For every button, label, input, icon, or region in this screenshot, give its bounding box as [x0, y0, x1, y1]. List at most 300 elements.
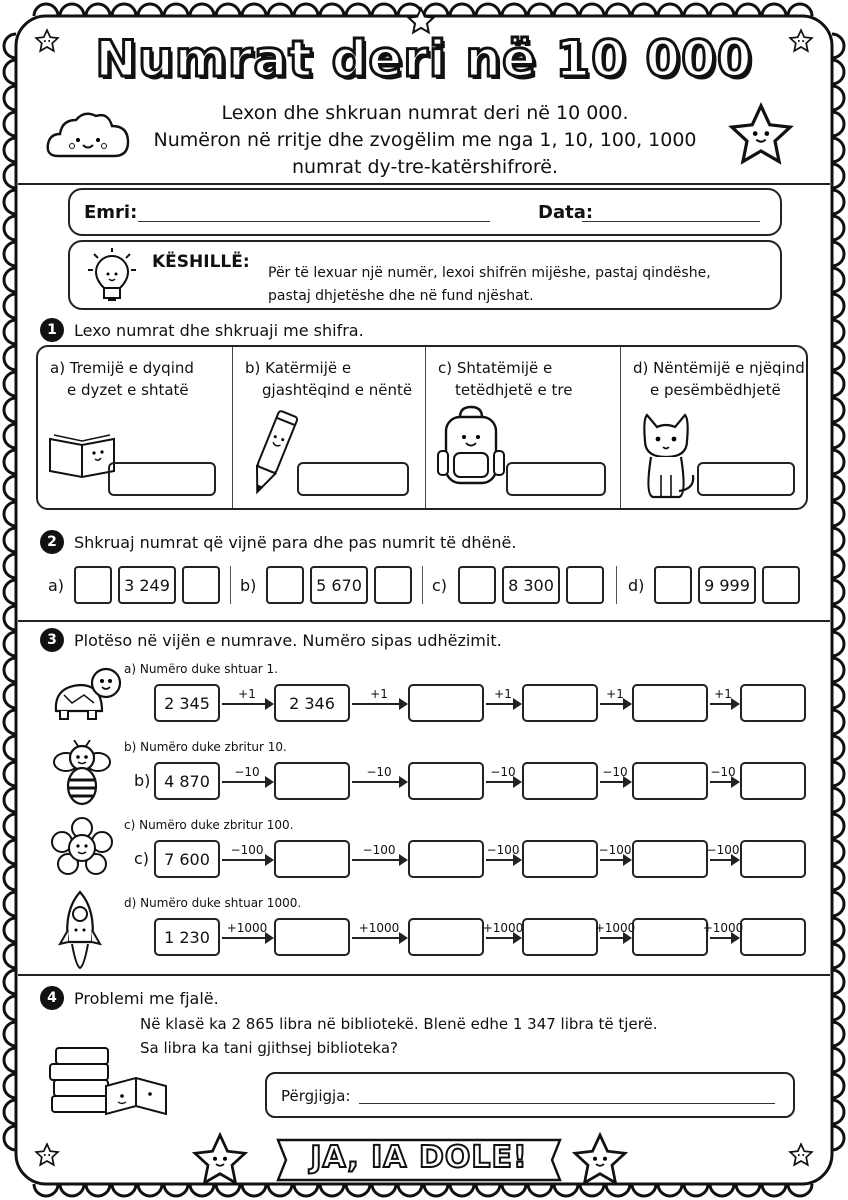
scallop: [4, 762, 16, 786]
arrow-icon: [222, 781, 272, 783]
number-words: [245, 357, 412, 401]
scallop: [4, 1048, 16, 1072]
scallop: [632, 4, 656, 16]
arrow-icon: [222, 937, 272, 939]
step-label: −100: [706, 843, 740, 857]
scallop: [268, 4, 292, 16]
scallop: [190, 4, 214, 16]
step-label: −10: [602, 765, 628, 779]
scallop: [832, 632, 844, 656]
arrow-icon: [710, 937, 738, 939]
scallop: [4, 268, 16, 292]
scallop: [832, 892, 844, 916]
scallop: [4, 112, 16, 136]
objective-line: Numëron në rritje dhe zvogëlim me nga 1, 10, 100, 1000: [153, 129, 697, 151]
scallop: [762, 1184, 786, 1196]
scallop: [832, 216, 844, 240]
smiling-star-icon: [726, 100, 796, 170]
learning-objectives: [120, 100, 730, 181]
scallop: [4, 138, 16, 162]
scallop: [86, 4, 110, 16]
tip-heading: KËSHILLË:: [152, 252, 250, 272]
before-box[interactable]: [266, 566, 304, 604]
scallop: [832, 580, 844, 604]
step-label: +1: [494, 687, 512, 701]
scallop: [4, 1022, 16, 1046]
neighbors-group-b: [240, 565, 412, 605]
scallop: [832, 918, 844, 942]
after-box[interactable]: [762, 566, 800, 604]
page-title: Numrat deri në 10 000: [95, 30, 753, 88]
scallop: [736, 4, 760, 16]
scallop: [268, 1184, 292, 1196]
scallop: [832, 1048, 844, 1072]
objective-line: Lexon dhe shkruan numrat deri në 10 000.: [221, 102, 629, 124]
scallop: [164, 1184, 188, 1196]
scallop: [4, 918, 16, 942]
scallop: [34, 1184, 58, 1196]
scallop: [60, 1184, 84, 1196]
scallop: [632, 1184, 656, 1196]
backpack-icon: [436, 403, 506, 493]
arrow-icon: [710, 859, 738, 861]
scallop: [34, 4, 58, 16]
scallop: [710, 1184, 734, 1196]
scallop: [502, 4, 526, 16]
step-label: −10: [710, 765, 736, 779]
scallop: [684, 4, 708, 16]
divider: [230, 566, 231, 604]
scallop: [832, 840, 844, 864]
scallop: [4, 398, 16, 422]
date-label: Data:: [538, 202, 594, 223]
step-label: +1000: [482, 921, 524, 935]
answer-box[interactable]: [408, 762, 484, 800]
scallop: [658, 1184, 682, 1196]
tip-line: pastaj dhjetëshe dhe në fund njëshat.: [268, 288, 534, 304]
scallop: [372, 4, 396, 16]
scallop: [832, 1022, 844, 1046]
scallop: [832, 710, 844, 734]
word-problem: [140, 1012, 658, 1060]
words-line: b) Katërmijë e: [245, 359, 352, 377]
exercise-cell-b: [233, 347, 426, 508]
answer-box[interactable]: [522, 762, 598, 800]
row-instruction: d) Numëro duke shtuar 1000.: [124, 896, 302, 910]
footer-motto: JA, IA DOLE!: [310, 1140, 528, 1175]
section-instruction: Plotëso në vijën e numrave. Numëro sipas udhëzimit.: [74, 630, 502, 650]
scallop: [372, 1184, 396, 1196]
section-number: 3: [40, 628, 64, 652]
arrow-icon: [352, 859, 406, 861]
scallop: [4, 658, 16, 682]
answer-box[interactable]: [408, 684, 484, 722]
step-label: +1000: [226, 921, 268, 935]
scallop: [554, 4, 578, 16]
scallop: [832, 372, 844, 396]
scallop: [4, 372, 16, 396]
row-instruction: a) Numëro duke shtuar 1.: [124, 662, 278, 676]
scallop: [346, 1184, 370, 1196]
smiling-star-icon: [570, 1130, 630, 1190]
scallop: [398, 1184, 422, 1196]
scallop: [216, 4, 240, 16]
words-line: d) Nëntëmijë e njëqind: [633, 359, 805, 377]
section-instruction: Lexo numrat dhe shkruaji me shifra.: [74, 320, 364, 340]
arrow-icon: [352, 781, 406, 783]
scallop: [4, 1100, 16, 1124]
scallop: [832, 320, 844, 344]
answer-box[interactable]: [297, 462, 409, 496]
scallop: [138, 1184, 162, 1196]
arrow-icon: [352, 703, 406, 705]
before-box[interactable]: [74, 566, 112, 604]
scallop: [112, 1184, 136, 1196]
divider: [18, 620, 830, 622]
pencil-icon: [247, 403, 299, 503]
arrow-icon: [486, 937, 520, 939]
scallop: [832, 814, 844, 838]
star-icon: [788, 1142, 814, 1168]
scallop: [788, 4, 812, 16]
number-words: [633, 357, 805, 401]
scallop: [658, 4, 682, 16]
scallop: [684, 1184, 708, 1196]
tip-text: [268, 262, 778, 308]
number-box: 2 345: [154, 684, 220, 722]
scallop: [832, 944, 844, 968]
section-1-heading: [40, 318, 364, 342]
scallop: [832, 424, 844, 448]
scallop: [4, 580, 16, 604]
scallop: [762, 4, 786, 16]
scallop: [832, 164, 844, 188]
scallop: [450, 4, 474, 16]
scallop: [138, 4, 162, 16]
scallop: [606, 4, 630, 16]
answer-label: Përgjigja:: [281, 1087, 351, 1105]
scallop: [4, 528, 16, 552]
name-label: Emri:: [84, 202, 138, 223]
after-box[interactable]: [374, 566, 412, 604]
step-label: −10: [490, 765, 516, 779]
scallop: [4, 450, 16, 474]
rocket-icon: [58, 890, 102, 970]
scallop: [4, 502, 16, 526]
arrow-icon: [600, 859, 630, 861]
star-icon: [34, 1142, 60, 1168]
answer-box[interactable]: [108, 462, 216, 496]
scallop: [4, 1126, 16, 1150]
step-label: −100: [598, 843, 632, 857]
scallop: [528, 4, 552, 16]
scallop: [320, 1184, 344, 1196]
scallop: [832, 1074, 844, 1098]
divider: [616, 566, 617, 604]
divider: [422, 566, 423, 604]
scallop: [4, 996, 16, 1020]
scallop: [4, 1074, 16, 1098]
scallop: [832, 762, 844, 786]
scallop: [4, 242, 16, 266]
arrow-icon: [600, 703, 630, 705]
step-label: −10: [366, 765, 392, 779]
problem-line: Në klasë ka 2 865 libra në bibliotekë. Blenë edhe 1 347 libra të tjerë.: [140, 1015, 658, 1033]
arrow-icon: [710, 781, 738, 783]
words-line: tetëdhjetë e tre: [455, 381, 573, 399]
number-box: 7 600: [154, 840, 220, 878]
words-line: a) Tremijë e dyqind: [50, 359, 194, 377]
row-instruction: c) Numëro duke zbritur 100.: [124, 818, 294, 832]
number-words: [438, 357, 572, 401]
answer-box[interactable]: [522, 918, 598, 956]
scallop: [4, 476, 16, 500]
scallop: [832, 190, 844, 214]
arrow-icon: [222, 859, 272, 861]
section-4-heading: [40, 986, 219, 1010]
date-field[interactable]: [582, 221, 760, 222]
row-letter: c): [134, 849, 150, 868]
arrow-icon: [600, 937, 630, 939]
scallop: [832, 970, 844, 994]
bee-icon: [50, 740, 114, 806]
answer-box[interactable]: [408, 918, 484, 956]
scallop: [294, 4, 318, 16]
answer-box[interactable]: [740, 762, 806, 800]
scallop: [832, 294, 844, 318]
step-label: −100: [362, 843, 396, 857]
scallop: [86, 1184, 110, 1196]
cloud-icon: [44, 108, 132, 164]
neighbors-group-c: [432, 565, 604, 605]
row-letter: b): [134, 771, 151, 790]
scallop: [832, 242, 844, 266]
step-label: +1: [606, 687, 624, 701]
scallop: [832, 502, 844, 526]
cat-icon: [635, 405, 697, 501]
step-label: −100: [486, 843, 520, 857]
scallop: [450, 1184, 474, 1196]
step-label: +1: [714, 687, 732, 701]
name-date-box: [68, 188, 782, 236]
number-box: 1 230: [154, 918, 220, 956]
before-box[interactable]: [458, 566, 496, 604]
scallop: [4, 892, 16, 916]
answer-box[interactable]: [274, 918, 350, 956]
scallop: [4, 814, 16, 838]
objective-line: numrat dy-tre-katërshifrorë.: [291, 156, 559, 178]
arrow-icon: [486, 703, 520, 705]
section-2-heading: [40, 530, 516, 554]
scallop: [832, 788, 844, 812]
scallop: [60, 4, 84, 16]
after-box[interactable]: [566, 566, 604, 604]
scallop: [4, 294, 16, 318]
scallop: [4, 970, 16, 994]
scallop: [832, 476, 844, 500]
answer-box[interactable]: [506, 462, 606, 496]
scallop: [832, 528, 844, 552]
number-words: [50, 357, 194, 401]
answer-box[interactable]: [632, 762, 708, 800]
before-box[interactable]: [654, 566, 692, 604]
scallop: [832, 1100, 844, 1124]
scallop: [164, 4, 188, 16]
given-number: 5 670: [310, 566, 368, 604]
divider: [18, 974, 830, 976]
arrow-icon: [486, 859, 520, 861]
answer-box[interactable]: [740, 684, 806, 722]
scallop: [580, 4, 604, 16]
scallop: [4, 840, 16, 864]
arrow-icon: [222, 703, 272, 705]
scallop: [4, 710, 16, 734]
step-label: +1000: [358, 921, 400, 935]
lightbulb-icon: [86, 248, 138, 306]
scallop: [4, 736, 16, 760]
section-3-heading: [40, 628, 502, 652]
answer-box[interactable]: [274, 762, 350, 800]
given-number: 8 300: [502, 566, 560, 604]
words-line: c) Shtatëmijë e: [438, 359, 553, 377]
answer-box: [265, 1072, 795, 1118]
scallop: [832, 606, 844, 630]
number-words-grid: [36, 345, 808, 510]
answer-field[interactable]: [359, 1103, 775, 1104]
step-label: +1: [370, 687, 388, 701]
scallop: [346, 4, 370, 16]
tip-line: Për të lexuar një numër, lexoi shifrën mijëshe, pastaj qindëshe,: [268, 265, 711, 281]
arrow-icon: [710, 703, 738, 705]
scallop: [832, 684, 844, 708]
scallop: [242, 4, 266, 16]
answer-box[interactable]: [408, 840, 484, 878]
given-number: 9 999: [698, 566, 756, 604]
neighbors-group-a: [48, 565, 220, 605]
arrow-icon: [600, 781, 630, 783]
books-icon: [46, 1034, 170, 1120]
words-line: gjashtëqind e nëntë: [262, 381, 413, 399]
exercise-cell-c: [426, 347, 621, 508]
arrow-icon: [352, 937, 406, 939]
row-instruction: b) Numëro duke zbritur 10.: [124, 740, 287, 754]
section-number: 2: [40, 530, 64, 554]
scallop: [832, 346, 844, 370]
exercise-cell-a: [38, 347, 233, 508]
scallop: [832, 398, 844, 422]
scallop: [832, 996, 844, 1020]
scallop: [4, 866, 16, 890]
section-instruction: Problemi me fjalë.: [74, 988, 219, 1008]
problem-line: Sa libra ka tani gjithsej biblioteka?: [140, 1039, 398, 1057]
scallop: [4, 190, 16, 214]
scallop: [4, 424, 16, 448]
scallop: [4, 320, 16, 344]
scallop: [832, 86, 844, 110]
after-box[interactable]: [182, 566, 220, 604]
arrow-icon: [486, 781, 520, 783]
words-line: e dyzet e shtatë: [67, 381, 189, 399]
scallop: [476, 1184, 500, 1196]
divider: [18, 183, 830, 185]
scallop: [528, 1184, 552, 1196]
scallop: [4, 944, 16, 968]
answer-box[interactable]: [632, 684, 708, 722]
step-label: −10: [234, 765, 260, 779]
smiling-star-icon: [190, 1130, 250, 1190]
step-label: +1: [238, 687, 256, 701]
answer-box[interactable]: [522, 684, 598, 722]
scallop: [832, 450, 844, 474]
answer-box[interactable]: [697, 462, 795, 496]
scallop: [4, 684, 16, 708]
scallop: [294, 1184, 318, 1196]
scallop: [710, 4, 734, 16]
flower-icon: [50, 816, 114, 880]
given-number: 3 249: [118, 566, 176, 604]
number-box: 4 870: [154, 762, 220, 800]
scallop: [4, 346, 16, 370]
scallop: [832, 554, 844, 578]
name-field[interactable]: [138, 221, 490, 222]
section-number: 4: [40, 986, 64, 1010]
tip-box: [68, 240, 782, 310]
scallop: [832, 268, 844, 292]
answer-box[interactable]: [740, 918, 806, 956]
item-letter: b): [240, 575, 257, 595]
scallop: [4, 554, 16, 578]
scallop: [832, 1126, 844, 1150]
answer-box[interactable]: [522, 840, 598, 878]
step-label: −100: [230, 843, 264, 857]
turtle-icon: [50, 665, 124, 725]
scallop: [832, 866, 844, 890]
words-line: e pesëmbëdhjetë: [650, 381, 781, 399]
scallop: [4, 632, 16, 656]
number-box: 2 346: [274, 684, 350, 722]
item-letter: c): [432, 575, 448, 595]
exercise-cell-d: [621, 347, 806, 508]
scallop: [4, 164, 16, 188]
scallop: [4, 606, 16, 630]
section-instruction: Shkruaj numrat që vijnë para dhe pas numrit të dhënë.: [74, 532, 517, 552]
step-label: +1000: [702, 921, 744, 935]
item-letter: d): [628, 575, 645, 595]
item-letter: a): [48, 575, 65, 595]
scallop: [476, 4, 500, 16]
scallop: [4, 788, 16, 812]
answer-box[interactable]: [740, 840, 806, 878]
scallop: [832, 138, 844, 162]
scallop: [4, 86, 16, 110]
scallop: [4, 216, 16, 240]
scallop: [112, 4, 136, 16]
scallop: [832, 658, 844, 682]
answer-box[interactable]: [632, 840, 708, 878]
section-number: 1: [40, 318, 64, 342]
scallop: [320, 4, 344, 16]
step-label: +1000: [594, 921, 636, 935]
answer-box[interactable]: [632, 918, 708, 956]
answer-box[interactable]: [274, 840, 350, 878]
scallop: [736, 1184, 760, 1196]
neighbors-group-d: [628, 565, 800, 605]
scallop: [502, 1184, 526, 1196]
scallop: [832, 736, 844, 760]
scallop: [832, 112, 844, 136]
scallop: [424, 1184, 448, 1196]
scallop: [788, 1184, 812, 1196]
